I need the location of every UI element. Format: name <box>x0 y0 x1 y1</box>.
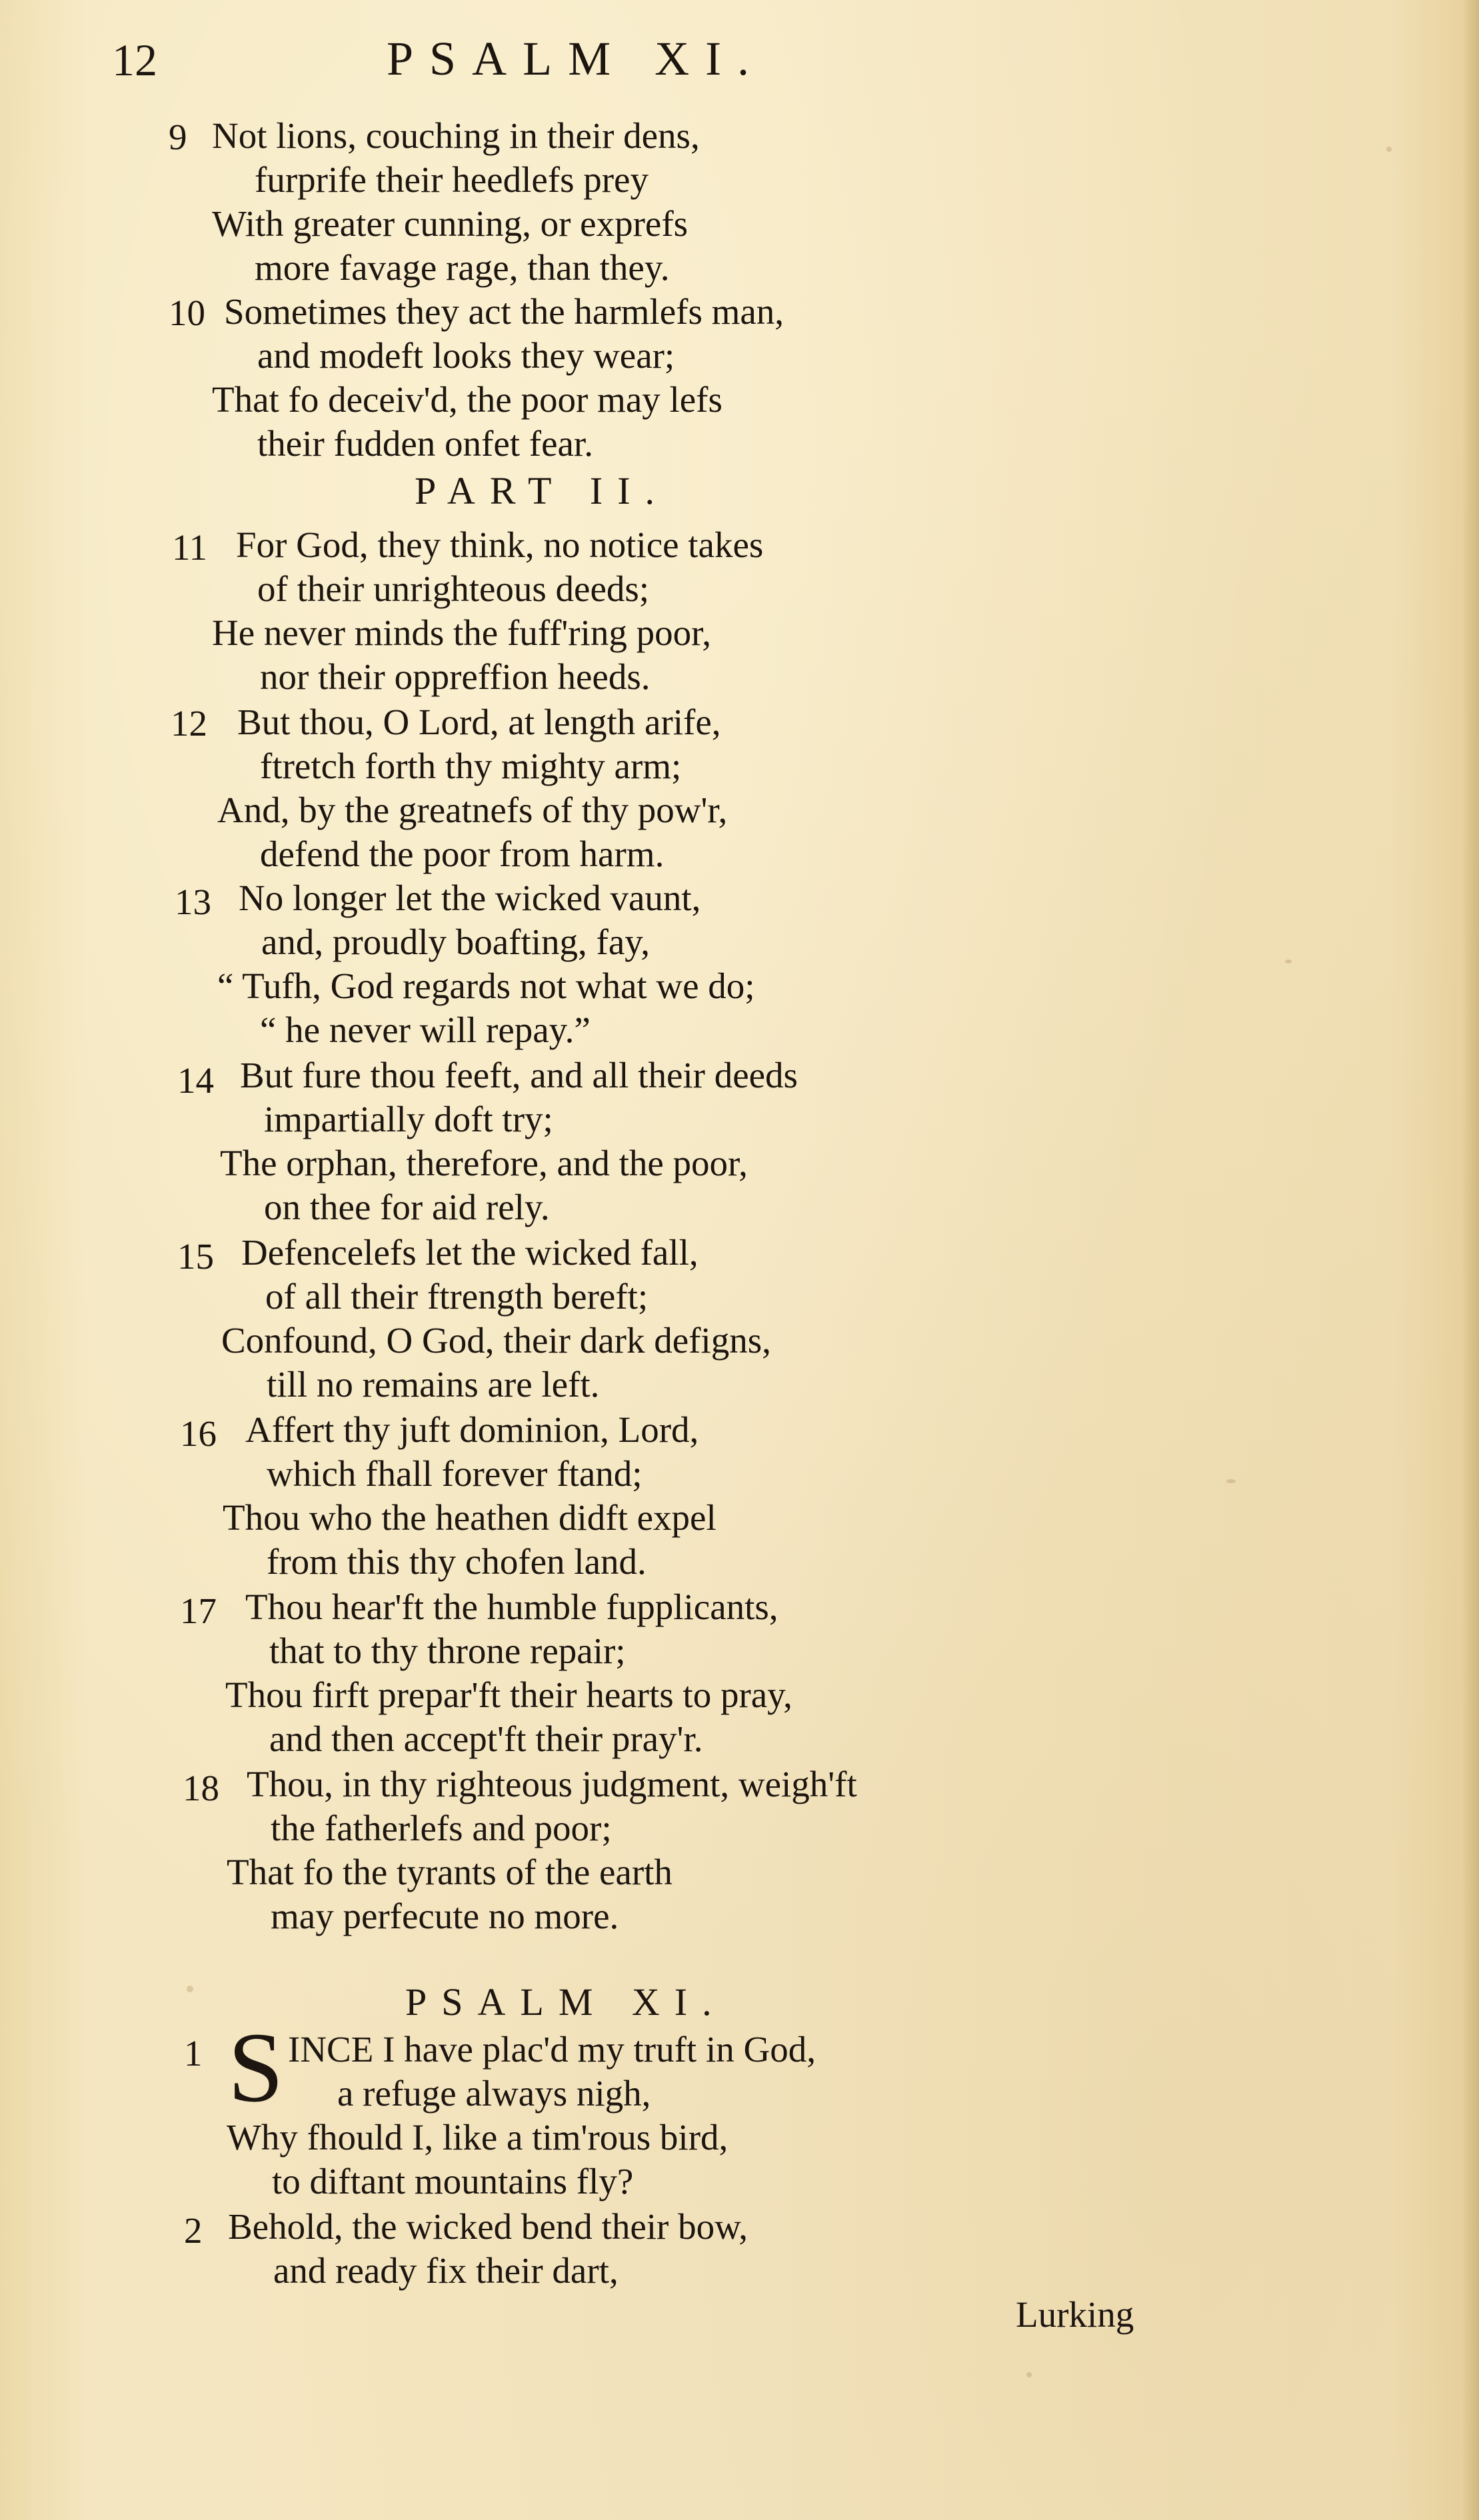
foxing-spot <box>1026 2372 1032 2377</box>
verse-number: 14 <box>177 1060 214 1101</box>
verse-line: to diftant mountains fly? <box>272 2161 634 2202</box>
verse-line: and modeft looks they wear; <box>257 335 675 376</box>
foxing-spot <box>1285 959 1292 963</box>
verse-line: That fo deceiv'd, the poor may lefs <box>212 379 723 420</box>
verse-line: Not lions, couching in their dens, <box>212 115 700 156</box>
verse-line: Thou firft prepar'ft their hearts to pray, <box>225 1674 792 1715</box>
verse-line: Thou hear'ft the humble fupplicants, <box>245 1586 778 1627</box>
verse-line: their fudden onfet fear. <box>257 423 593 464</box>
verse-line: may perfecute no more. <box>271 1896 619 1936</box>
verse-line: that to thy throne repair; <box>269 1630 626 1671</box>
verse-line: He never minds the fuff'ring poor, <box>212 612 711 653</box>
verse-line: defend the poor from harm. <box>260 834 665 874</box>
page-edge-shadow <box>1462 0 1479 2520</box>
verse-number: 15 <box>177 1236 214 1277</box>
verse-number: 10 <box>169 293 205 333</box>
verse-line: of their unrighteous deeds; <box>257 568 650 609</box>
running-title: PSALM XI. <box>387 32 766 85</box>
verse-line: furprife their heedlefs prey <box>255 159 649 200</box>
verse-line: ftretch forth thy mighty arm; <box>260 746 682 786</box>
verse-line: nor their oppreffion heeds. <box>260 656 651 697</box>
verse-line: on thee for aid rely. <box>264 1187 550 1227</box>
verse-line: Affert thy juft dominion, Lord, <box>245 1409 699 1450</box>
foxing-spot <box>1226 1479 1236 1483</box>
verse-number: 18 <box>183 1768 219 1808</box>
verse-line: That fo the tyrants of the earth <box>227 1852 673 1892</box>
verse-line: and ready fix their dart, <box>273 2250 619 2291</box>
drop-cap: S <box>228 2012 284 2123</box>
verse-line: “ he never will repay.” <box>260 1009 591 1050</box>
verse-line: Why fhould I, like a tim'rous bird, <box>227 2117 729 2158</box>
verse-line: Thou, in thy righteous judgment, weigh'ft <box>247 1764 857 1804</box>
verse-line: a refuge always nigh, <box>337 2073 651 2114</box>
verse-line: which fhall forever ftand; <box>267 1453 643 1494</box>
verse-number: 11 <box>172 527 207 568</box>
verse-line: Thou who the heathen didft expel <box>223 1497 717 1538</box>
verse-number: 2 <box>184 2210 203 2251</box>
verse-line: The orphan, therefore, and the poor, <box>220 1143 748 1183</box>
verse-number: 16 <box>180 1413 217 1454</box>
verse-line: For God, they think, no notice takes <box>236 524 764 565</box>
verse-number: 1 <box>184 2033 203 2074</box>
verse-line: INCE I have plac'd my truft in God, <box>288 2029 816 2070</box>
verse-line: But fure thou feeft, and all their deeds <box>240 1055 798 1095</box>
psalm-heading: PSALM XI. <box>405 1980 727 2024</box>
foxing-spot <box>187 1986 193 1992</box>
section-heading: PART II. <box>415 469 670 512</box>
verse-line: Confound, O God, their dark defigns, <box>221 1320 771 1361</box>
verse-line: Defencelefs let the wicked fall, <box>241 1232 699 1273</box>
verse-line: from this thy chofen land. <box>267 1541 647 1582</box>
page-number: 12 <box>112 35 157 85</box>
verse-line: impartially doft try; <box>264 1099 553 1139</box>
verse-line: and then accept'ft their pray'r. <box>269 1718 703 1759</box>
verse-line: But thou, O Lord, at length arife, <box>237 702 721 742</box>
catchword: Lurking <box>1016 2294 1134 2335</box>
verse-line: With greater cunning, or exprefs <box>212 203 689 244</box>
verse-number: 17 <box>180 1590 217 1631</box>
verse-line: of all their ftrength bereft; <box>265 1276 649 1317</box>
verse-number: 12 <box>171 703 207 744</box>
verse-line: Sometimes they act the harmlefs man, <box>224 291 784 332</box>
verse-line: No longer let the wicked vaunt, <box>239 878 701 918</box>
foxing-spot <box>1386 147 1392 152</box>
verse-line: the fatherlefs and poor; <box>271 1808 612 1848</box>
verse-line: “ Tufh, God regards not what we do; <box>217 965 755 1006</box>
verse-line: And, by the greatnefs of thy pow'r, <box>217 790 728 830</box>
verse-number: 13 <box>175 882 211 922</box>
verse-number: 9 <box>169 117 187 157</box>
verse-line: and, proudly boafting, fay, <box>261 922 650 962</box>
verse-line: more favage rage, than they. <box>255 247 670 288</box>
verse-line: Behold, the wicked bend their bow, <box>228 2206 748 2247</box>
verse-line: till no remains are left. <box>267 1364 600 1405</box>
